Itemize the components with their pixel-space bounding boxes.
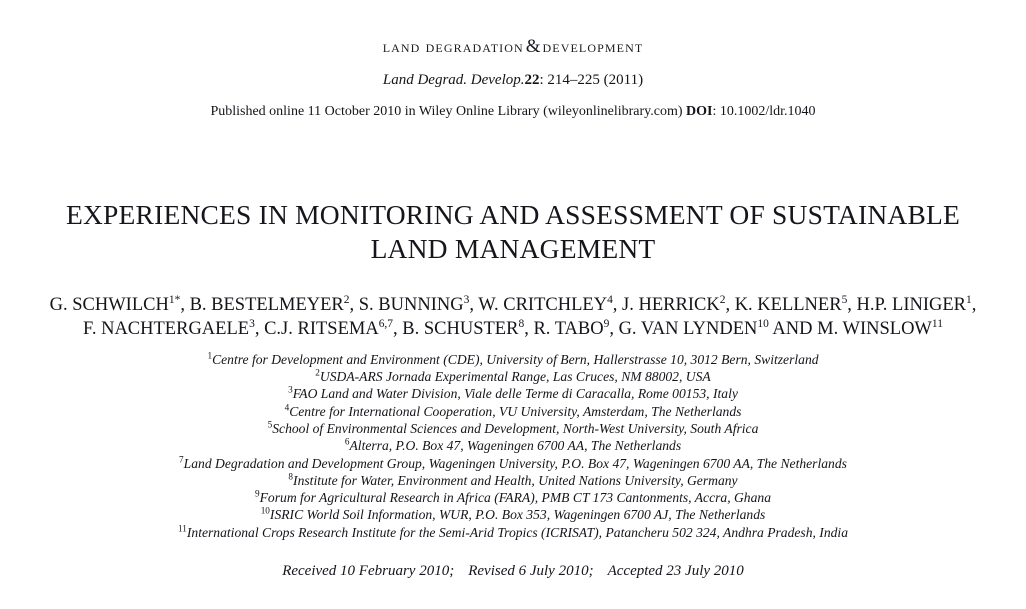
affiliation-line (14, 489, 1012, 506)
author-name: G. VAN LYNDEN (618, 318, 758, 339)
affiliation-marker: 11 (177, 523, 187, 534)
affiliation-line (14, 368, 1012, 385)
author-separator: , (971, 295, 977, 316)
doi-value: : 10.1002/ldr.1040 (712, 104, 816, 119)
affiliation-marker: 8 (288, 471, 294, 482)
author-affiliation-marker: 6,7 (378, 317, 394, 330)
author-name: R. TABO (533, 318, 604, 339)
affiliation-marker: 6 (344, 436, 350, 447)
author-name: M. WINSLOW (817, 318, 932, 339)
affiliation-text: Forum for Agricultural Research in Africa (FARA), PMB CT 173 Cantonments, Accra, Ghana (259, 490, 771, 506)
ampersand-glyph: & (525, 36, 541, 57)
affiliation-marker: 7 (179, 453, 184, 464)
author-separator: , (847, 295, 857, 316)
affiliation-text: School of Environmental Sciences and Development, North-West University, South Africa (272, 420, 759, 436)
author-separator: , (725, 295, 735, 316)
article-title-line-1: EXPERIENCES IN MONITORING AND ASSESSMENT OF SUSTAINABLE (66, 199, 960, 230)
author-affiliation-marker: 3 (463, 294, 470, 307)
author-name: J. HERRICK (622, 295, 720, 316)
doi-label: DOI (686, 104, 713, 119)
affiliation-text: ISRIC World Soil Information, WUR, P.O. Box 353, Wageningen 6700 AJ, The Netherlands (269, 507, 766, 523)
author-line-1 (22, 294, 1004, 318)
author-separator: , (180, 295, 190, 316)
article-title-line-2: LAND MANAGEMENT (370, 233, 656, 265)
affiliation-text: USDA-ARS Jornada Experimental Range, Las Cruces, NM 88002, USA (319, 368, 711, 384)
affiliation-text: Centre for Development and Environment (CDE), University of Bern, Hallerstrasse 10, 3012 Bern, Switzerland (212, 351, 819, 367)
affiliation-text: Land Degradation and Development Group, Wageningen University, P.O. Box 47, Wageningen 6700 AA, The Netherlands (183, 455, 847, 471)
received-date: Received 10 February 2010; (282, 563, 455, 580)
author-name: S. BUNNING (358, 295, 464, 316)
author-name: W. CRITCHLEY (478, 295, 608, 316)
affiliation-marker: 9 (255, 488, 260, 499)
affiliation-line (14, 385, 1012, 402)
author-affiliation-marker: 8 (518, 317, 525, 330)
affiliation-marker: 3 (288, 384, 293, 395)
affiliation-marker: 2 (315, 367, 320, 378)
affiliation-line (14, 437, 1012, 454)
author-name: G. SCHWILCH (49, 295, 169, 316)
affiliation-text: Centre for International Cooperation, VU University, Amsterdam, The Netherlands (289, 403, 742, 419)
affiliation-text: FAO Land and Water Division, Viale delle Terme di Caracalla, Rome 00153, Italy (292, 386, 738, 402)
affiliation-line (14, 420, 1012, 437)
author-separator: AND (768, 318, 818, 339)
author-affiliation-marker: 1* (168, 294, 181, 307)
page-title (0, 198, 1026, 266)
journal-abbreviation: Land Degrad. Develop. (382, 72, 525, 88)
journal-masthead (0, 36, 1026, 58)
author-name: B. SCHUSTER (402, 318, 519, 339)
author-affiliation-marker: 3 (249, 317, 255, 330)
affiliation-marker: 4 (284, 401, 290, 412)
author-separator: , (609, 318, 619, 339)
affiliation-line (14, 524, 1012, 541)
affiliation-line (14, 472, 1012, 489)
affiliation-marker: 1 (207, 350, 213, 360)
history-dates (0, 563, 1026, 580)
journal-masthead-part2: development (542, 37, 644, 56)
affiliation-line (14, 351, 1012, 368)
affiliation-line (14, 506, 1012, 523)
author-separator: , (349, 295, 359, 316)
author-name: H.P. LINIGER (856, 295, 967, 316)
author-affiliation-marker: 4 (607, 294, 613, 307)
journal-citation-line (0, 72, 1026, 89)
author-separator: , (612, 295, 623, 316)
author-name: C.J. RITSEMA (264, 318, 379, 339)
affiliation-marker: 10 (260, 505, 270, 516)
accepted-date: Accepted 23 July 2010 (607, 563, 744, 580)
affiliation-text: Institute for Water, Environment and Health, United Nations University, Germany (293, 472, 738, 488)
affiliation-text: International Crops Research Institute for the Semi-Arid Tropics (ICRISAT), Patancheru 502 324, Andhra Pradesh, India (186, 524, 849, 540)
author-separator: , (254, 318, 265, 339)
author-affiliation-marker: 9 (603, 317, 610, 330)
paper-title-page (0, 36, 1026, 609)
affiliation-line (14, 455, 1012, 472)
published-online-line (0, 104, 1026, 120)
author-affiliation-marker: 11 (931, 317, 943, 330)
author-affiliation-marker: 10 (757, 317, 769, 330)
author-separator: , (393, 318, 403, 339)
author-line-2 (22, 318, 1004, 342)
author-name: B. BESTELMEYER (189, 295, 344, 316)
journal-volume: 22 (524, 72, 540, 88)
affiliation-marker: 5 (267, 419, 273, 430)
author-list (0, 294, 1026, 341)
author-separator: , (469, 295, 479, 316)
author-name: K. KELLNER (734, 295, 842, 316)
journal-masthead-part1: land degradation (382, 37, 524, 56)
revised-date: Revised 6 July 2010; (468, 563, 594, 580)
journal-pages-year: : 214–225 (2011) (539, 72, 644, 88)
author-separator: , (524, 318, 534, 339)
author-affiliation-marker: 1 (966, 294, 972, 307)
author-name: F. NACHTERGAELE (83, 318, 250, 339)
author-affiliation-marker: 5 (841, 294, 848, 307)
author-affiliation-marker: 2 (343, 294, 350, 307)
affiliation-list (0, 351, 1026, 542)
affiliation-text: Alterra, P.O. Box 47, Wageningen 6700 AA, The Netherlands (349, 438, 682, 454)
author-affiliation-marker: 2 (719, 294, 726, 307)
affiliation-line (14, 403, 1012, 420)
published-online-text: Published online 11 October 2010 in Wiley Online Library (wileyonlinelibrary.com) (210, 104, 687, 119)
